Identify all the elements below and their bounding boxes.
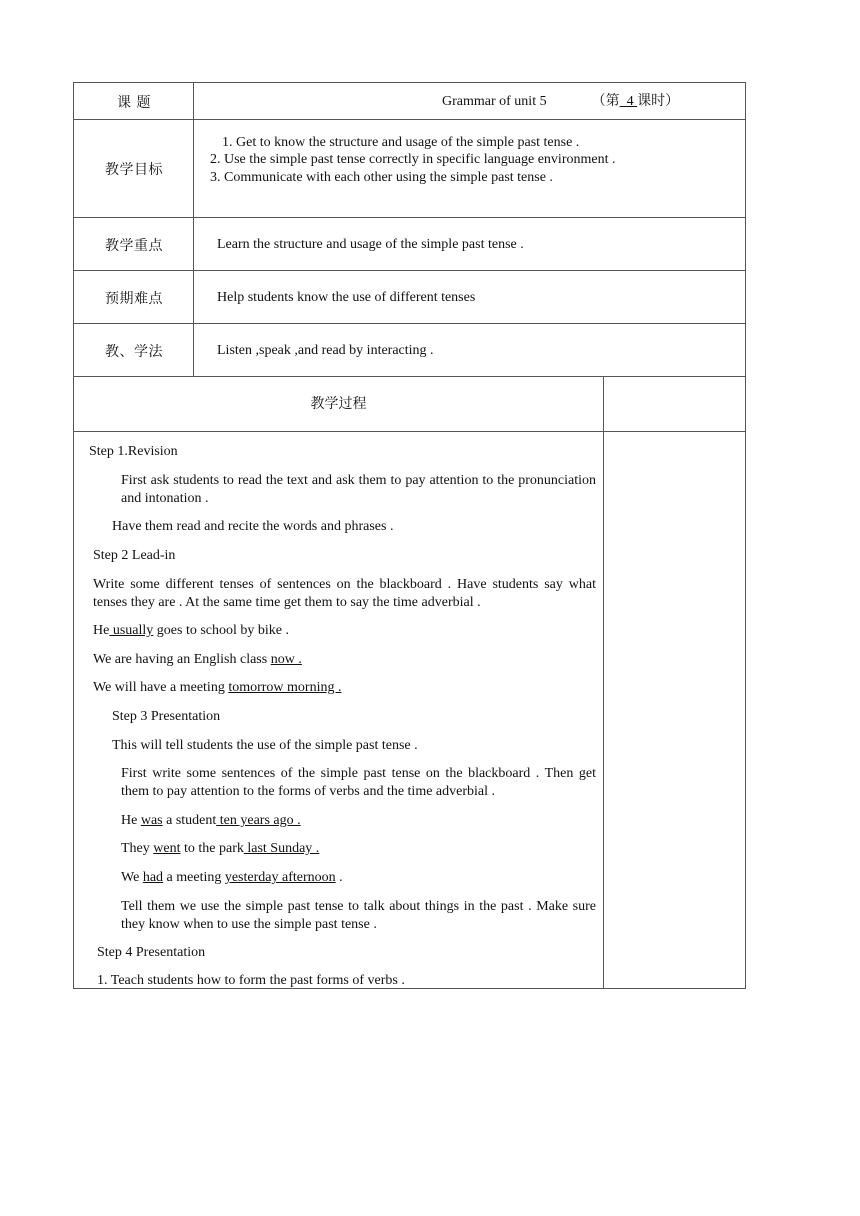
text-run: to the park	[180, 841, 244, 856]
methods-label: 教、学法	[105, 344, 163, 360]
text-run: We are having an English class	[93, 652, 271, 667]
text-run: He	[93, 623, 110, 638]
step1-title: Step 1.Revision	[89, 444, 178, 459]
underlined-word: had	[142, 870, 164, 885]
underlined-word: was	[140, 813, 163, 828]
row-divider	[73, 376, 746, 377]
underlined-word: now .	[270, 652, 302, 667]
step4-title: Step 4 Presentation	[97, 945, 206, 960]
column-divider	[603, 376, 604, 989]
step2-paragraph: Write some different tenses of sentences on the blackboard . Have students say what tenses they are . At the same time get them to say the time adverbial .	[93, 577, 596, 610]
lesson-number: 4	[626, 94, 634, 109]
example-sentence	[93, 622, 289, 640]
lesson-prefix: （第	[591, 93, 620, 109]
step3-paragraph: Tell them we use the simple past tense to talk about things in the past . Make sure they know when to use the simple past tense .	[121, 899, 596, 932]
lesson-number-blank	[620, 94, 638, 109]
objective-item: 3. Communicate with each other using the simple past tense .	[210, 170, 553, 185]
underlined-word: usually	[109, 623, 154, 638]
topic-label: 课 题	[117, 95, 151, 111]
row-divider	[73, 217, 746, 218]
text-run: a student	[162, 813, 217, 828]
step1-paragraph: First ask students to read the text and ask them to pay attention to the pronunciation and intonation .	[121, 473, 596, 506]
row-divider	[73, 270, 746, 271]
text-run: They	[121, 841, 154, 856]
step3-paragraph: First write some sentences of the simple past tense on the blackboard . Then get them to pay attention to the forms of verbs and the time adverbial .	[121, 766, 596, 799]
text-run: He	[121, 813, 141, 828]
text-run: We	[121, 870, 143, 885]
row-divider	[73, 431, 746, 432]
underlined-word: tomorrow morning .	[228, 680, 342, 695]
difficulties-label: 预期难点	[105, 291, 163, 307]
lesson-title	[442, 92, 679, 111]
objective-item: 1. Get to know the structure and usage of the simple past tense .	[222, 135, 580, 150]
example-sentence	[121, 840, 319, 858]
underlined-word: last Sunday .	[243, 841, 320, 856]
lesson-suffix: 课时）	[637, 93, 680, 109]
underlined-word: went	[153, 841, 181, 856]
step4-paragraph: 1. Teach students how to form the past forms of verbs .	[97, 973, 405, 988]
process-label: 教学过程	[310, 396, 367, 412]
row-divider	[73, 323, 746, 324]
step2-title: Step 2 Lead-in	[93, 548, 176, 563]
step3-paragraph: This will tell students the use of the simple past tense .	[112, 738, 418, 753]
key-points-label: 教学重点	[105, 238, 163, 254]
key-points-text: Learn the structure and usage of the simple past tense .	[217, 237, 524, 252]
underlined-word: yesterday afternoon	[224, 870, 336, 885]
underlined-word: ten years ago .	[216, 813, 301, 828]
text-run: goes to school by bike .	[153, 623, 289, 638]
example-sentence	[121, 869, 343, 887]
row-divider	[73, 119, 746, 120]
text-run: .	[335, 870, 343, 885]
objective-item: 2. Use the simple past tense correctly in specific language environment .	[210, 152, 616, 167]
text-run: We will have a meeting	[93, 680, 229, 695]
lesson-title-text: Grammar of unit 5	[442, 94, 547, 109]
text-run: a meeting	[163, 870, 225, 885]
example-sentence	[93, 651, 302, 669]
column-divider	[193, 82, 194, 377]
step3-title: Step 3 Presentation	[112, 709, 221, 724]
difficulties-text: Help students know the use of different tenses	[217, 290, 476, 305]
objectives-label: 教学目标	[105, 162, 163, 178]
methods-text: Listen ,speak ,and read by interacting .	[217, 343, 434, 358]
example-sentence	[93, 679, 341, 697]
example-sentence	[121, 812, 301, 830]
step1-paragraph: Have them read and recite the words and phrases .	[112, 519, 394, 534]
